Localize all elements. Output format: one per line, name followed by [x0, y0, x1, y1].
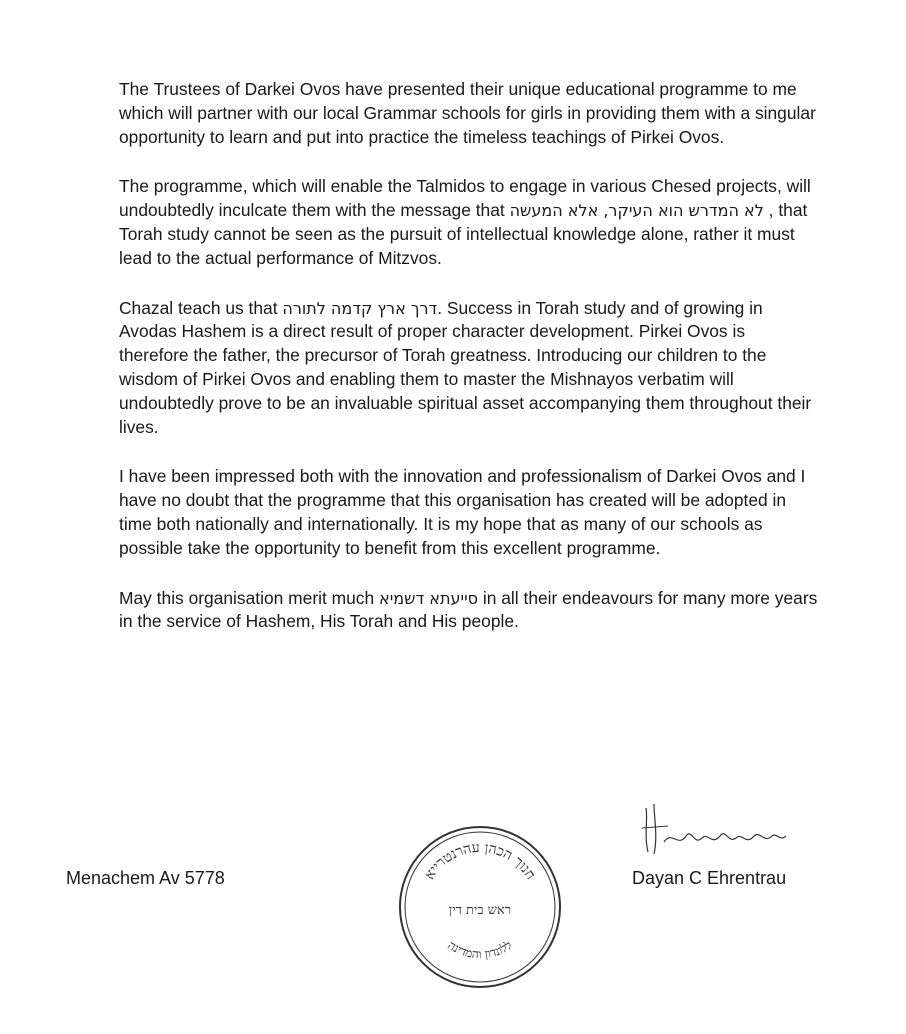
- paragraph-5: [119, 587, 819, 635]
- letter-date: Menachem Av 5778: [66, 868, 225, 888]
- handwritten-signature: [628, 796, 798, 866]
- hebrew-phrase: לא המדרש הוא העיקר, אלא המעשה: [509, 201, 764, 221]
- seal-bottom-text: ללונדון והמדינה: [445, 937, 515, 962]
- hebrew-phrase: דרך ארץ קדמה לתורה: [282, 298, 438, 318]
- paragraph-5-text-b: in all their endeavours for many more years in the service of Hashem, His Torah and His people.: [119, 587, 818, 632]
- paragraph-1: [119, 78, 819, 149]
- signer-name: Dayan C Ehrentrau: [632, 868, 787, 888]
- seal-center-text: ראש בית דין: [448, 903, 512, 918]
- paragraph-2: [119, 175, 819, 270]
- rabbinical-seal: [395, 822, 565, 992]
- paragraph-2-text-a: The programme, which will enable the Talmidos to engage in various Chesed projects, will undoubtedly inculcate them with the message that: [119, 176, 811, 221]
- letter-body: [119, 78, 819, 660]
- paragraph-4-text: I have been impressed both with the innovation and professionalism of Darkei Ovos and I have no doubt that the programme that this organisation has created will be adopted in time both nationally and internationally. It is my hope that as many of our schools as possible take the opportunity to benefit from this excellent programme.: [119, 466, 806, 558]
- paragraph-3-text-b: . Success in Torah study and of growing in Avodas Hashem is a direct result of proper character development. Pirkei Ovos is therefore the father, the precursor of Torah greatness. Introducing our children to the wisdom of Pirkei Ovos and enabling them to master the Mishnayos verbatim will undoubtedly prove to be an invaluable spiritual asset accompanying them throughout their lives.: [119, 297, 812, 437]
- seal-outer-text: חנוך הכהן עהרנטרייא: [421, 839, 539, 883]
- paragraph-2-text-b: , that Torah study cannot be seen as the pursuit of intellectual knowledge alone, rather it must lead to the actual performance of Mitzvos.: [119, 200, 808, 268]
- paragraph-3: [119, 297, 819, 440]
- paragraph-4: [119, 465, 819, 560]
- hebrew-phrase: סייעתא דשמיא: [379, 588, 479, 608]
- paragraph-5-text-a: May this organisation merit much: [119, 587, 379, 608]
- svg-text:חנוך הכהן עהרנטרייא: [422, 840, 539, 883]
- paragraph-1-text: The Trustees of Darkei Ovos have presented their unique educational programme to me which will partner with our local Grammar schools for girls in providing them with a singular opportunity to learn and put into practice the timeless teachings of Pirkei Ovos.: [119, 79, 816, 147]
- svg-text:ללונדון והמדינה: [445, 938, 514, 961]
- paragraph-3-text-a: Chazal teach us that: [119, 297, 283, 318]
